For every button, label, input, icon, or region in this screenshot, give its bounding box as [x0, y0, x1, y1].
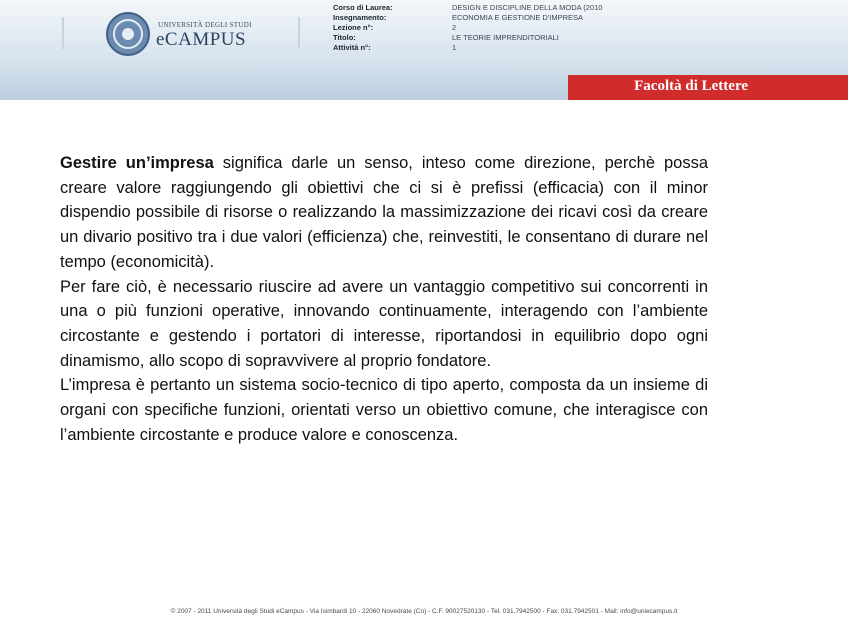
course-info-values [452, 3, 602, 53]
paragraph-1-text: significa darle un senso, inteso come direzione, perchè possa creare valore raggiungendo gli obiettivi che ci si è prefissi (efficacia) con il minor dispendio possibile di risorse o realizzando la massimizzazione dei ricavi così da creare un divario positivo tra i due valori (efficienza) che, reinvestiti, le consentano di durare nel tempo (economicità). [60, 154, 708, 271]
label-title: Titolo: [333, 33, 356, 42]
university-seal-icon [106, 12, 150, 56]
value-teaching: ECONOMIA E GESTIONE D'IMPRESA [452, 13, 584, 22]
course-info-labels [333, 3, 393, 53]
value-course: DESIGN E DISCIPLINE DELLA MODA (2010 [452, 3, 603, 12]
value-activity: 1 [452, 43, 457, 52]
header-divider-right [298, 17, 300, 49]
slide-footer: © 2007 - 2011 Università degli Studi eCampus - Via Isimbardi 10 - 22060 Novedrate (Co) - C.F. 90027520130 - Tel. 031.7942500 - Fax: 031.7942501 - Mail: info@uniecampus.it [170, 608, 678, 615]
value-lesson: 2 [452, 23, 457, 32]
header-divider-left [62, 17, 64, 49]
logo-name: eCAMPUS [156, 29, 247, 50]
slide-body [60, 151, 708, 447]
label-lesson: Lezione n°: [333, 23, 374, 32]
paragraph-1-lead: Gestire un’impresa [60, 154, 214, 172]
paragraph-3: L’impresa è pertanto un sistema socio-tecnico di tipo aperto, composta da un insieme di organi con specifiche funzioni, orientati verso un obiettivo comune, che interagisce con l’ambiente circostante e produce valore e conoscenza. [60, 376, 708, 444]
label-course: Corso di Laurea: [333, 3, 393, 12]
value-title: LE TEORIE IMPRENDITORIALI [452, 33, 559, 42]
label-teaching: Insegnamento: [333, 13, 387, 22]
paragraph-1 [60, 151, 708, 275]
paragraph-2: Per fare ciò, è necessario riuscire ad avere un vantaggio competitivo sui concorrenti in una o più funzioni operative, innovando continuamente, interagendo con l’ambiente circostante e gestendo i portatori di interesse, riportandosi in equilibrio dopo ogni dinamismo, allo scopo di sopravvivere al proprio fondatore. [60, 277, 708, 370]
slide-header [0, 0, 848, 100]
label-activity: Attività n°: [333, 43, 371, 52]
faculty-banner: Facoltà di Lettere [568, 75, 848, 100]
logo-university-text: UNIVERSITÀ DEGLI STUDI [158, 21, 252, 29]
